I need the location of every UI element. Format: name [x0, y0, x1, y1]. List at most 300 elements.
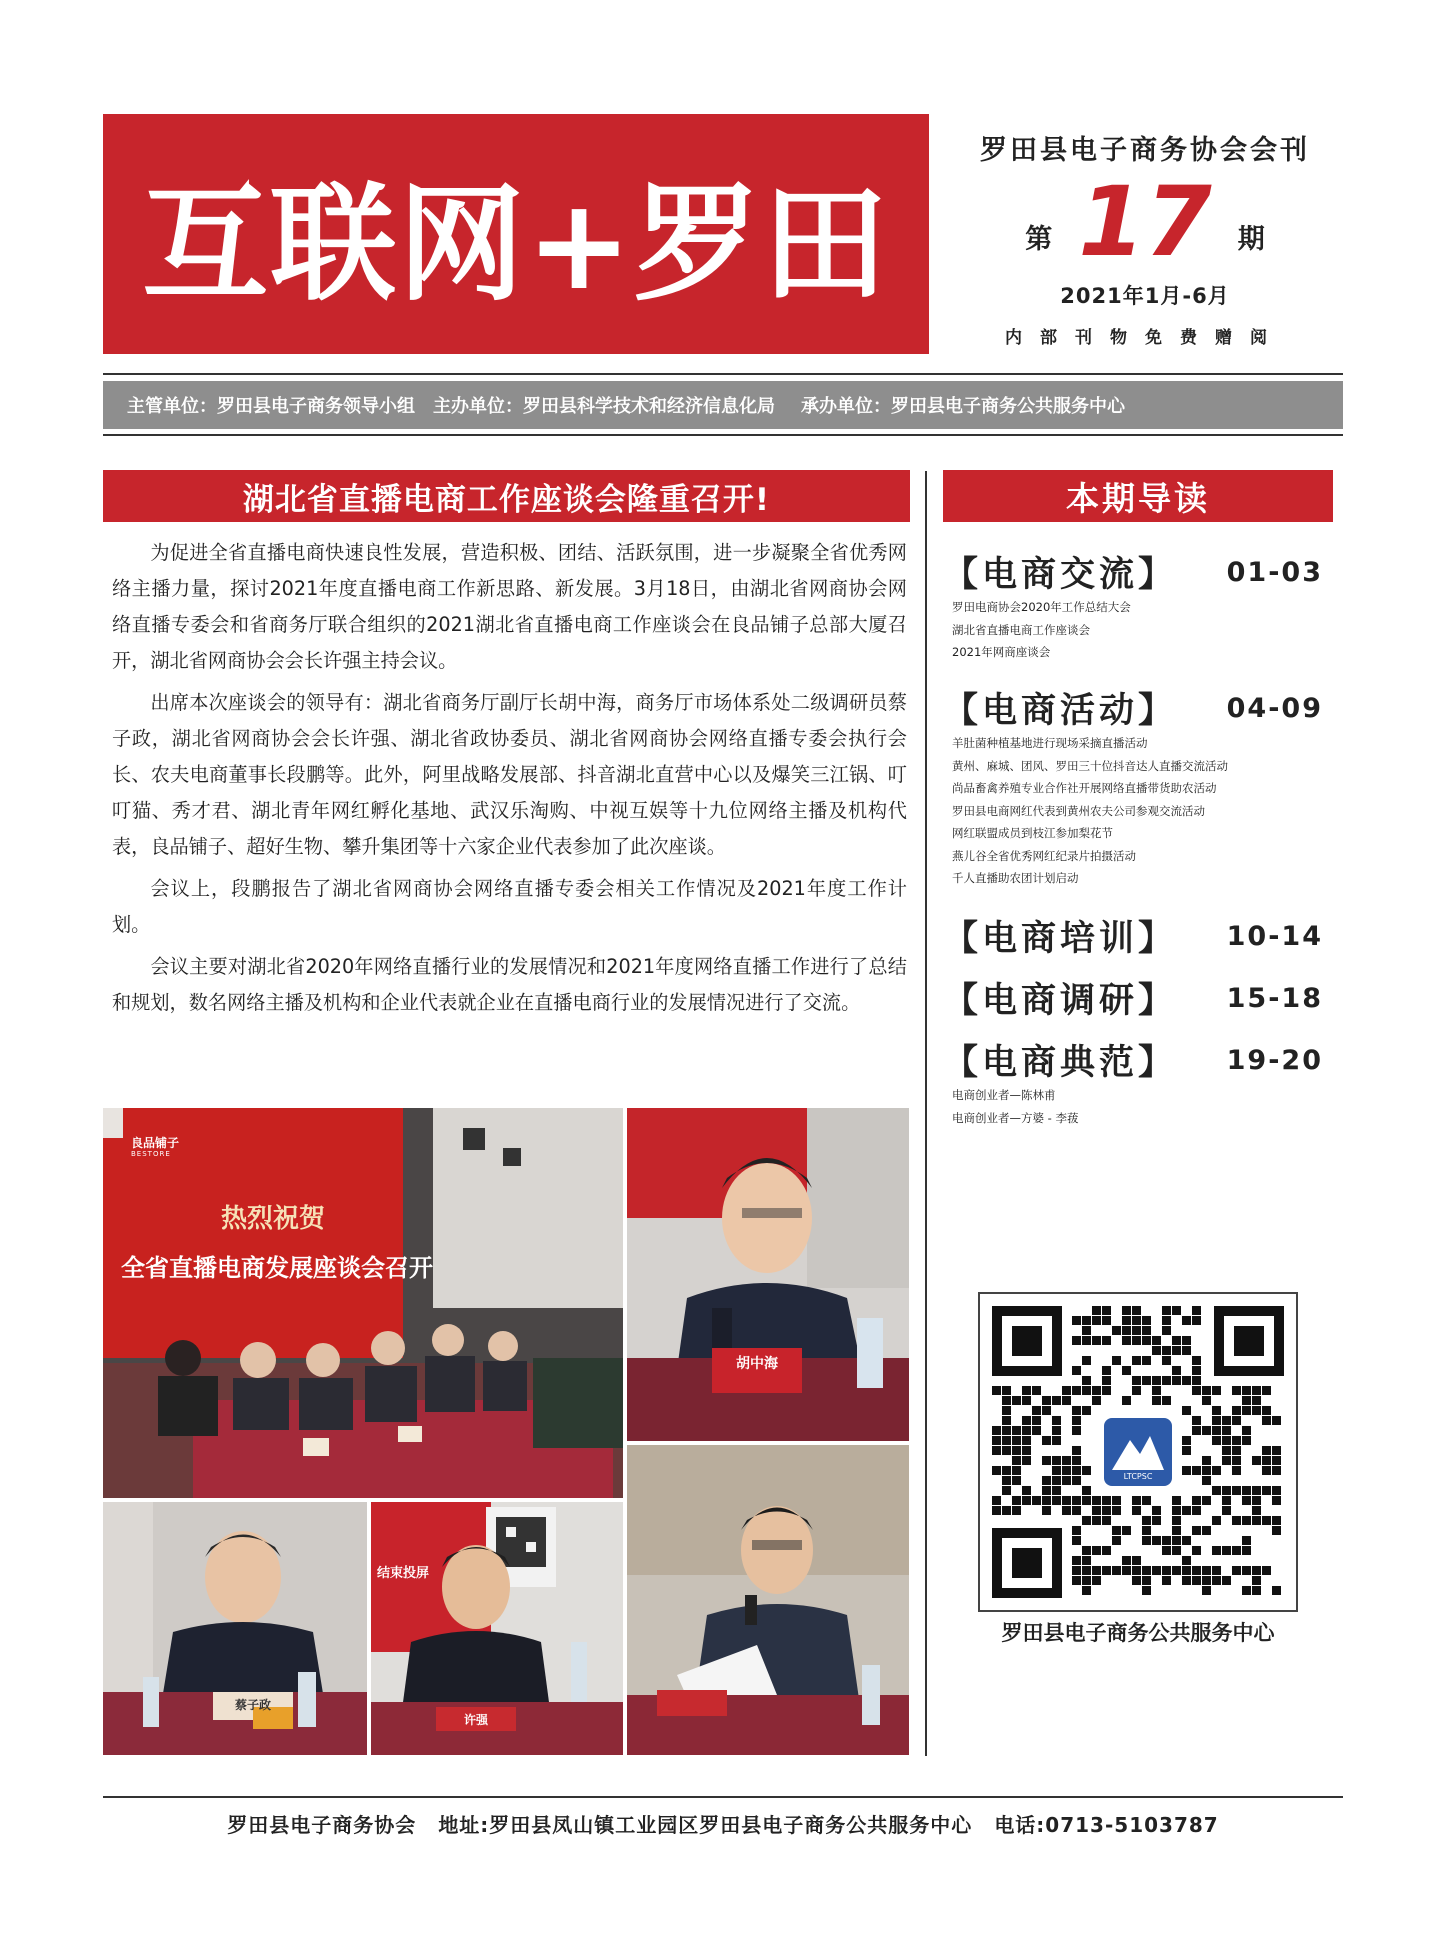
toc-section-pages: 04-09 [1226, 692, 1323, 724]
qr-module [1002, 1476, 1011, 1485]
qr-module [1002, 1386, 1011, 1395]
qr-module [992, 1436, 1001, 1445]
toc-item[interactable]: 罗田电商协会2020年工作总结大会 [952, 600, 1131, 614]
qr-module [1202, 1466, 1211, 1475]
qr-module [1132, 1376, 1141, 1385]
qr-module [1182, 1576, 1191, 1585]
qr-module [1132, 1356, 1141, 1365]
qr-module [1082, 1316, 1091, 1325]
qr-module [1132, 1336, 1141, 1345]
qr-module [1142, 1376, 1151, 1385]
qr-module [1092, 1516, 1101, 1525]
qr-module [1172, 1336, 1181, 1345]
toc-item[interactable]: 电商创业者—陈林甫 [952, 1088, 1056, 1102]
qr-module [1162, 1566, 1171, 1575]
qr-module [1072, 1496, 1081, 1505]
qr-module [1222, 1446, 1231, 1455]
qr-module [1192, 1356, 1201, 1365]
issue-number: 17 [1078, 166, 1212, 278]
qr-module [1182, 1346, 1191, 1355]
publication-name: 罗田县电子商务协会会刊 [980, 135, 1310, 166]
qr-module [1132, 1386, 1141, 1395]
qr-module [1072, 1386, 1081, 1395]
qr-module [1162, 1306, 1171, 1315]
speaker-hu-illustration [627, 1108, 909, 1441]
qr-module [1232, 1446, 1241, 1455]
toc-section-pages: 01-03 [1226, 556, 1323, 588]
qr-module [1232, 1456, 1241, 1465]
qr-module [1102, 1546, 1111, 1555]
qr-module [1182, 1336, 1191, 1345]
toc-section-name: 【电商调研】 [943, 981, 1178, 1021]
qr-module [1062, 1456, 1071, 1465]
qr-module [1122, 1556, 1131, 1565]
qr-module [1272, 1496, 1281, 1505]
qr-module [1012, 1456, 1021, 1465]
qr-module [1192, 1466, 1201, 1475]
qr-module [1152, 1536, 1161, 1545]
qr-module [1262, 1486, 1271, 1495]
qr-module [1022, 1386, 1031, 1395]
sponsor-rule-bottom [103, 434, 1343, 436]
qr-module [1192, 1506, 1201, 1515]
qr-module [1192, 1576, 1201, 1585]
nameplate-xu: 许强 [463, 1713, 488, 1727]
qr-module [1182, 1406, 1191, 1415]
qr-module [1222, 1426, 1231, 1435]
footer-address: 地址:罗田县凤山镇工业园区罗田县电子商务公共服务中心 [438, 1812, 973, 1837]
qr-module [1042, 1456, 1051, 1465]
qr-module [1242, 1546, 1251, 1555]
qr-module [1172, 1306, 1181, 1315]
qr-module [1152, 1566, 1161, 1575]
qr-module [1202, 1586, 1211, 1595]
qr-module [1162, 1546, 1171, 1555]
qr-module [1042, 1506, 1051, 1515]
qr-module [1232, 1486, 1241, 1495]
qr-module [1202, 1476, 1211, 1485]
qr-module [1122, 1366, 1131, 1375]
toc-item[interactable]: 尚品畜禽养殖专业合作社开展网络直播带货助农活动 [952, 781, 1217, 795]
qr-module [1202, 1386, 1211, 1395]
qr-module [1162, 1396, 1171, 1405]
qr-module [1172, 1536, 1181, 1545]
banner-brand: 良品铺子 [131, 1136, 180, 1150]
footer-org: 罗田县电子商务协会 [227, 1812, 417, 1837]
qr-module [1052, 1496, 1061, 1505]
qr-module [1142, 1566, 1151, 1575]
qr-module [1172, 1506, 1181, 1515]
qr-module [1262, 1416, 1271, 1425]
qr-module [1112, 1496, 1121, 1505]
qr-module [1242, 1386, 1251, 1395]
qr-module [1192, 1526, 1201, 1535]
photo-speaker-cai [103, 1502, 367, 1755]
qr-module [1022, 1446, 1031, 1455]
qr-module [1172, 1566, 1181, 1575]
qr-module [1202, 1496, 1211, 1505]
qr-module [1082, 1496, 1091, 1505]
toc-item[interactable]: 2021年网商座谈会 [952, 645, 1051, 659]
qr-module [1032, 1426, 1041, 1435]
article-headline: 湖北省直播电商工作座谈会隆重召开! [103, 470, 910, 522]
qr-module [1012, 1496, 1021, 1505]
qr-module [1222, 1486, 1231, 1495]
qr-module [1082, 1336, 1091, 1345]
qr-module [1222, 1496, 1231, 1505]
qr-module [1122, 1336, 1131, 1345]
qr-module [1132, 1576, 1141, 1585]
photo-speaker-hu [627, 1108, 909, 1441]
footer-rule [103, 1796, 1343, 1798]
qr-module [1082, 1556, 1091, 1565]
qr-module [1252, 1396, 1261, 1405]
qr-module [1012, 1396, 1021, 1405]
qr-module [1162, 1356, 1171, 1365]
qr-module [1022, 1496, 1031, 1505]
qr-module [1052, 1466, 1061, 1475]
qr-module [1132, 1556, 1141, 1565]
qr-module [1112, 1536, 1121, 1545]
qr-module [1212, 1546, 1221, 1555]
qr-module [1042, 1406, 1051, 1415]
article-body [112, 535, 907, 1027]
qr-module [1112, 1506, 1121, 1515]
qr-module [1182, 1446, 1191, 1455]
masthead-banner [103, 114, 929, 354]
qr-module [1242, 1396, 1251, 1405]
qr-module [1202, 1576, 1211, 1585]
qr-module [1242, 1496, 1251, 1505]
qr-module [1012, 1506, 1021, 1515]
qr-module [1172, 1376, 1181, 1385]
masthead-title: 互联网+罗田 [142, 170, 890, 318]
qr-module [1082, 1576, 1091, 1585]
qr-module [1102, 1386, 1111, 1395]
qr-module [1152, 1506, 1161, 1515]
qr-module [1012, 1466, 1021, 1475]
qr-module [1002, 1506, 1011, 1515]
qr-module [1202, 1426, 1211, 1435]
toc-item[interactable]: 电商创业者—方婆 - 李菝 [952, 1110, 1079, 1125]
toc-heading: 本期导读 [943, 470, 1333, 522]
qr-module [1222, 1546, 1231, 1555]
qr-module [1072, 1506, 1081, 1515]
qr-module [1222, 1416, 1231, 1425]
qr-module [1102, 1316, 1111, 1325]
toc-item[interactable]: 黄州、麻城、团风、罗田三十位抖音达人直播交流活动 [952, 758, 1228, 773]
toc-section-name: 【电商活动】 [943, 691, 1178, 731]
qr-module [1112, 1326, 1121, 1335]
qr-module [1252, 1566, 1261, 1575]
qr-module [1072, 1406, 1081, 1415]
qr-module [1272, 1586, 1281, 1595]
qr-module [1242, 1436, 1251, 1445]
qr-module [1072, 1366, 1081, 1375]
qr-module [1172, 1526, 1181, 1535]
qr-module [1052, 1456, 1061, 1465]
qr-module [1082, 1406, 1091, 1415]
qr-module [1162, 1536, 1171, 1545]
qr-module [1102, 1506, 1111, 1515]
qr-module [1072, 1566, 1081, 1575]
qr-module [1082, 1466, 1091, 1475]
qr-module [1082, 1326, 1091, 1335]
article-paragraph: 会议主要对湖北省2020年网络直播行业的发展情况和2021年度网络直播工作进行了总结和规划，数名网络主播及机构和企业代表就企业在直播电商行业的发展情况进行了交流。 [112, 955, 907, 1014]
qr-module [1232, 1546, 1241, 1555]
qr-module [1212, 1436, 1221, 1445]
qr-module [1182, 1376, 1191, 1385]
qr-module [1212, 1426, 1221, 1435]
qr-module [1192, 1426, 1201, 1435]
qr-module [1082, 1376, 1091, 1385]
qr-module [1212, 1386, 1221, 1395]
qr-module [1092, 1316, 1101, 1325]
toc-section-pages: 19-20 [1226, 1044, 1323, 1076]
qr-module [1212, 1576, 1221, 1585]
qr-module [1152, 1516, 1161, 1525]
qr-module [1122, 1306, 1131, 1315]
toc-item[interactable]: 湖北省直播电商工作座谈会 [952, 622, 1090, 637]
qr-module [1152, 1396, 1161, 1405]
sponsor-organizer: 承办单位：罗田县电子商务公共服务中心 [801, 396, 1125, 417]
qr-module [1192, 1546, 1201, 1555]
qr-module [1192, 1386, 1201, 1395]
qr-module [1232, 1416, 1241, 1425]
qr-module [1122, 1566, 1131, 1575]
qr-module [1062, 1386, 1071, 1395]
sponsor-host: 主办单位：罗田县科学技术和经济信息化局 [433, 396, 775, 417]
footer [103, 1802, 1343, 1844]
qr-module [1192, 1306, 1201, 1315]
qr-module [1212, 1566, 1221, 1575]
qr-module [1072, 1576, 1081, 1585]
qr-module [1272, 1456, 1281, 1465]
banner-brand-en: BESTORE [131, 1150, 171, 1158]
qr-module [1222, 1436, 1231, 1445]
qr-module [1242, 1536, 1251, 1545]
qr-module [1132, 1306, 1141, 1315]
qr-module [1262, 1446, 1271, 1455]
nameplate-hu: 胡中海 [736, 1356, 778, 1372]
qr-module [1122, 1326, 1131, 1335]
toc-item[interactable]: 网红联盟成员到枝江参加梨花节 [952, 826, 1113, 840]
qr-module [1072, 1466, 1081, 1475]
qr-module [1162, 1316, 1171, 1325]
qr-module [1062, 1496, 1071, 1505]
qr-module [1042, 1396, 1051, 1405]
toc-items-model [952, 1084, 1322, 1129]
qr-module [1252, 1456, 1261, 1465]
qr-module [1262, 1466, 1271, 1475]
qr-module [1182, 1316, 1191, 1325]
toc-item[interactable]: 千人直播助农团计划启动 [952, 871, 1079, 885]
qr-module [1102, 1336, 1111, 1345]
toc-item[interactable]: 罗田县电商网红代表到黄州农夫公司参观交流活动 [952, 803, 1205, 818]
qr-module [1162, 1376, 1171, 1385]
qr-module [1202, 1566, 1211, 1575]
qr-module [1242, 1406, 1251, 1415]
qr-module [1002, 1486, 1011, 1495]
qr-code[interactable] [978, 1292, 1298, 1612]
qr-module [992, 1506, 1001, 1515]
qr-module [1022, 1486, 1031, 1495]
qr-module [1172, 1546, 1181, 1555]
photo-conference-room [103, 1108, 623, 1498]
toc-section-name: 【电商典范】 [943, 1043, 1178, 1083]
toc-section-exchange[interactable] [943, 548, 1333, 596]
toc-items-activity [952, 732, 1322, 890]
qr-module [1062, 1396, 1071, 1405]
qr-module [1022, 1396, 1031, 1405]
qr-module [1192, 1566, 1201, 1575]
qr-module [1102, 1306, 1111, 1315]
qr-module [1162, 1326, 1171, 1335]
qr-module [992, 1426, 1001, 1435]
qr-module [1092, 1396, 1101, 1405]
qr-module [1232, 1386, 1241, 1395]
qr-module [1002, 1426, 1011, 1435]
qr-module [1142, 1586, 1151, 1595]
qr-module [1092, 1496, 1101, 1505]
qr-module [1052, 1396, 1061, 1405]
qr-module [1242, 1486, 1251, 1495]
qr-module [1022, 1416, 1031, 1425]
qr-module [1272, 1486, 1281, 1495]
issue-date: 2021年1月-6月 [1060, 284, 1230, 308]
qr-module [1152, 1386, 1161, 1395]
qr-module [1082, 1516, 1091, 1525]
qr-module [1142, 1336, 1151, 1345]
qr-module [1232, 1436, 1241, 1445]
qr-module [1032, 1386, 1041, 1395]
qr-module [1052, 1426, 1061, 1435]
qr-module [1012, 1436, 1021, 1445]
qr-module [1052, 1436, 1061, 1445]
qr-module [1202, 1456, 1211, 1465]
qr-module [1052, 1486, 1061, 1495]
qr-module [1082, 1546, 1091, 1555]
qr-module [1022, 1436, 1031, 1445]
qr-logo-text: LTCPSC [1123, 1472, 1153, 1481]
qr-module [1162, 1576, 1171, 1585]
qr-module [1042, 1486, 1051, 1495]
qr-module [1142, 1356, 1151, 1365]
sponsor-rule-top [103, 373, 1343, 375]
qr-module [1072, 1336, 1081, 1345]
internal-note: 内部刊物免费赠阅 [1005, 328, 1285, 348]
qr-module [1202, 1526, 1211, 1535]
toc-section-name: 【电商交流】 [943, 555, 1178, 595]
qr-module [1222, 1506, 1231, 1515]
qr-module [1232, 1516, 1241, 1525]
screen-text: 结束投屏 [377, 1566, 430, 1581]
qr-module [1082, 1356, 1091, 1365]
qr-module [1262, 1456, 1271, 1465]
toc-section-activity[interactable] [943, 684, 1333, 732]
qr-module [1072, 1556, 1081, 1565]
qr-module [1032, 1496, 1041, 1505]
qr-module [1142, 1316, 1151, 1325]
qr-module [1092, 1506, 1101, 1515]
banner-line-1: 热烈祝贺 [220, 1204, 325, 1234]
qr-module [1172, 1346, 1181, 1355]
qr-module [1072, 1426, 1081, 1435]
qr-module [1032, 1406, 1041, 1415]
footer-phone[interactable]: 电话:0713-5103787 [994, 1812, 1219, 1837]
qr-module [1142, 1496, 1151, 1505]
qr-code-pattern [980, 1294, 1296, 1610]
toc-items-exchange [952, 596, 1322, 664]
qr-module [1212, 1416, 1221, 1425]
toc-item[interactable]: 燕儿谷全省优秀网红纪录片拍摄活动 [952, 848, 1136, 863]
photo-speaker-duan [627, 1445, 909, 1755]
qr-module [1122, 1396, 1131, 1405]
toc-section-research[interactable] [943, 974, 1333, 1022]
nameplate-cai: 蔡子政 [234, 1698, 271, 1712]
qr-module [1092, 1566, 1101, 1575]
qr-module [1112, 1566, 1121, 1575]
qr-module [1182, 1566, 1191, 1575]
qr-module [1082, 1386, 1091, 1395]
photo-speaker-xu [371, 1502, 623, 1755]
qr-module [1172, 1496, 1181, 1505]
qr-module [1052, 1476, 1061, 1485]
toc-section-pages: 10-14 [1226, 920, 1323, 952]
toc-section-model[interactable] [943, 1036, 1333, 1084]
qr-module [1042, 1496, 1051, 1505]
qr-module [1252, 1576, 1261, 1585]
qr-module [1252, 1406, 1261, 1415]
qr-module [1072, 1536, 1081, 1545]
qr-module [1092, 1336, 1101, 1345]
qr-module [1132, 1316, 1141, 1325]
qr-module [992, 1386, 1001, 1395]
qr-module [1012, 1476, 1021, 1485]
qr-module [1062, 1476, 1071, 1485]
toc-section-name: 【电商培训】 [943, 919, 1178, 959]
qr-module [1082, 1586, 1091, 1595]
qr-module [1052, 1416, 1061, 1425]
qr-module [1092, 1576, 1101, 1585]
article-paragraph: 会议上，段鹏报告了湖北省网商协会网络直播专委会相关工作情况及2021年度工作计划。 [112, 877, 907, 936]
speaker-duan-illustration [627, 1445, 909, 1755]
qr-module [1172, 1366, 1181, 1375]
qr-module [1212, 1486, 1221, 1495]
qr-module [1142, 1536, 1151, 1545]
qr-module [992, 1446, 1001, 1455]
qr-module [1182, 1536, 1191, 1545]
qr-module [1252, 1386, 1261, 1395]
issue-prefix: 第 [1025, 224, 1053, 255]
qr-module [1232, 1466, 1241, 1475]
qr-module [1262, 1516, 1271, 1525]
qr-module [1092, 1306, 1101, 1315]
sponsor-supervisor: 主管单位：罗田县电子商务领导小组 [127, 396, 415, 417]
qr-module [1002, 1446, 1011, 1455]
qr-module [1022, 1456, 1031, 1465]
qr-module [1242, 1426, 1251, 1435]
qr-module [1212, 1466, 1221, 1475]
qr-module [1072, 1456, 1081, 1465]
qr-module [1042, 1436, 1051, 1445]
qr-module [1092, 1546, 1101, 1555]
toc-item[interactable]: 羊肚菌种植基地进行现场采摘直播活动 [952, 736, 1148, 750]
toc-section-training[interactable] [943, 912, 1333, 960]
qr-module [1002, 1406, 1011, 1415]
qr-module [1082, 1566, 1091, 1575]
qr-module [1262, 1386, 1271, 1395]
